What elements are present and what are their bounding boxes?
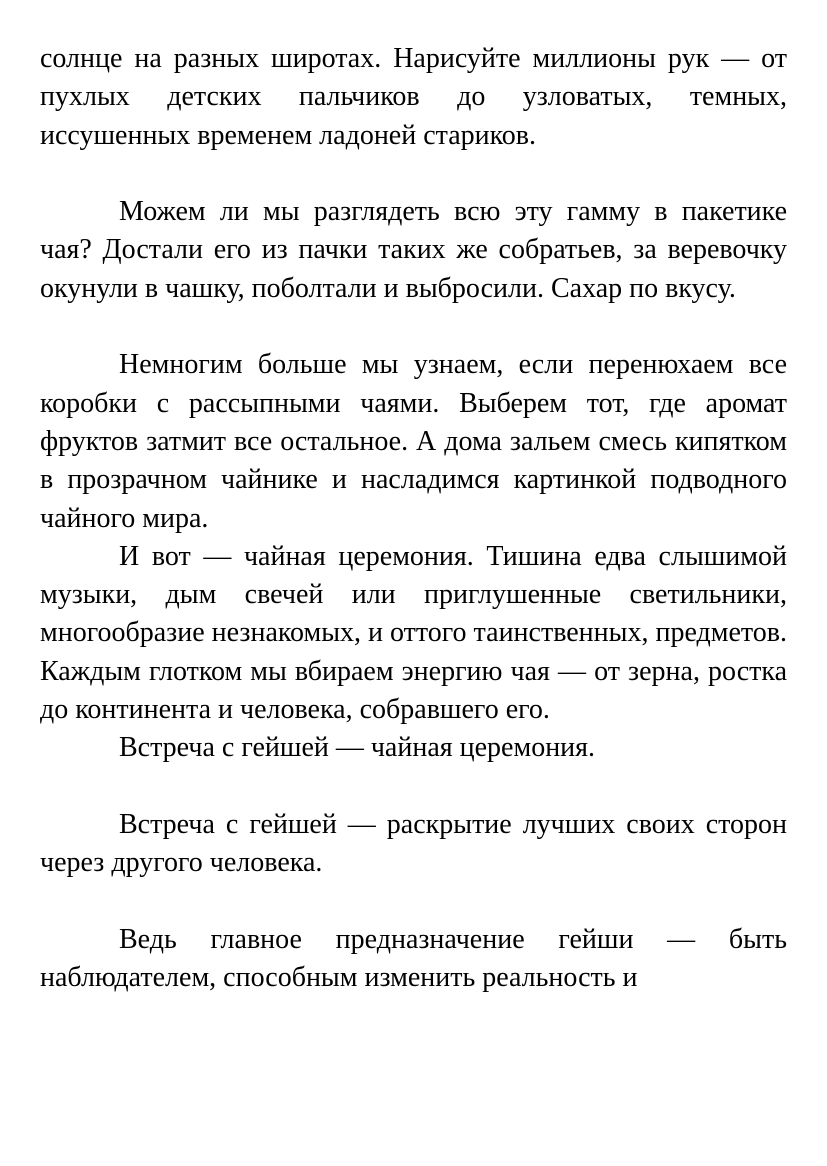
paragraph-loose-tea: Немногим больше мы узнаем, если перенюхаем все коробки с рассыпными чаями. Выберем тот, где аромат фруктов затмит все остальное. А дома зальем смесь кипятком в прозрачном чайнике и насладимся картинкой подводного чайного мира. [40, 349, 787, 534]
paragraph-geisha-revealing: Встреча с гейшей — раскрытие лучших своих сторон через другого человека. [40, 808, 787, 879]
paragraph-tea-ceremony: И вот — чайная церемония. Тишина едва слышимой музыки, дым свечей или приглушенные светильники, многообразие незнакомых, и оттого таинственных, предметов. Каждым глотком мы вбираем энергию чая — от зерна, ростка до континента и человека, собравшего его. [40, 540, 787, 726]
paragraph-tea-bag: Можем ли мы разглядеть всю эту гамму в пакетике чая? Достали его из пачки таких же собратьев, за веревочку окунули в чашку, поболтали и выбросили. Сахар по вкусу. [40, 196, 787, 304]
paragraph-hands: солнце на разных широтах. Нарисуйте миллионы рук — от пухлых детских пальчиков до узловатых, темных, иссушенных временем ладоней стариков. [40, 43, 787, 151]
document-page [40, 40, 787, 997]
paragraph-geisha-purpose: Ведь главное предназначение гейши — быть наблюдателем, способным изменить реальность и [40, 923, 787, 994]
paragraph-geisha-meeting: Встреча с гейшей — чайная церемония. [119, 732, 596, 764]
